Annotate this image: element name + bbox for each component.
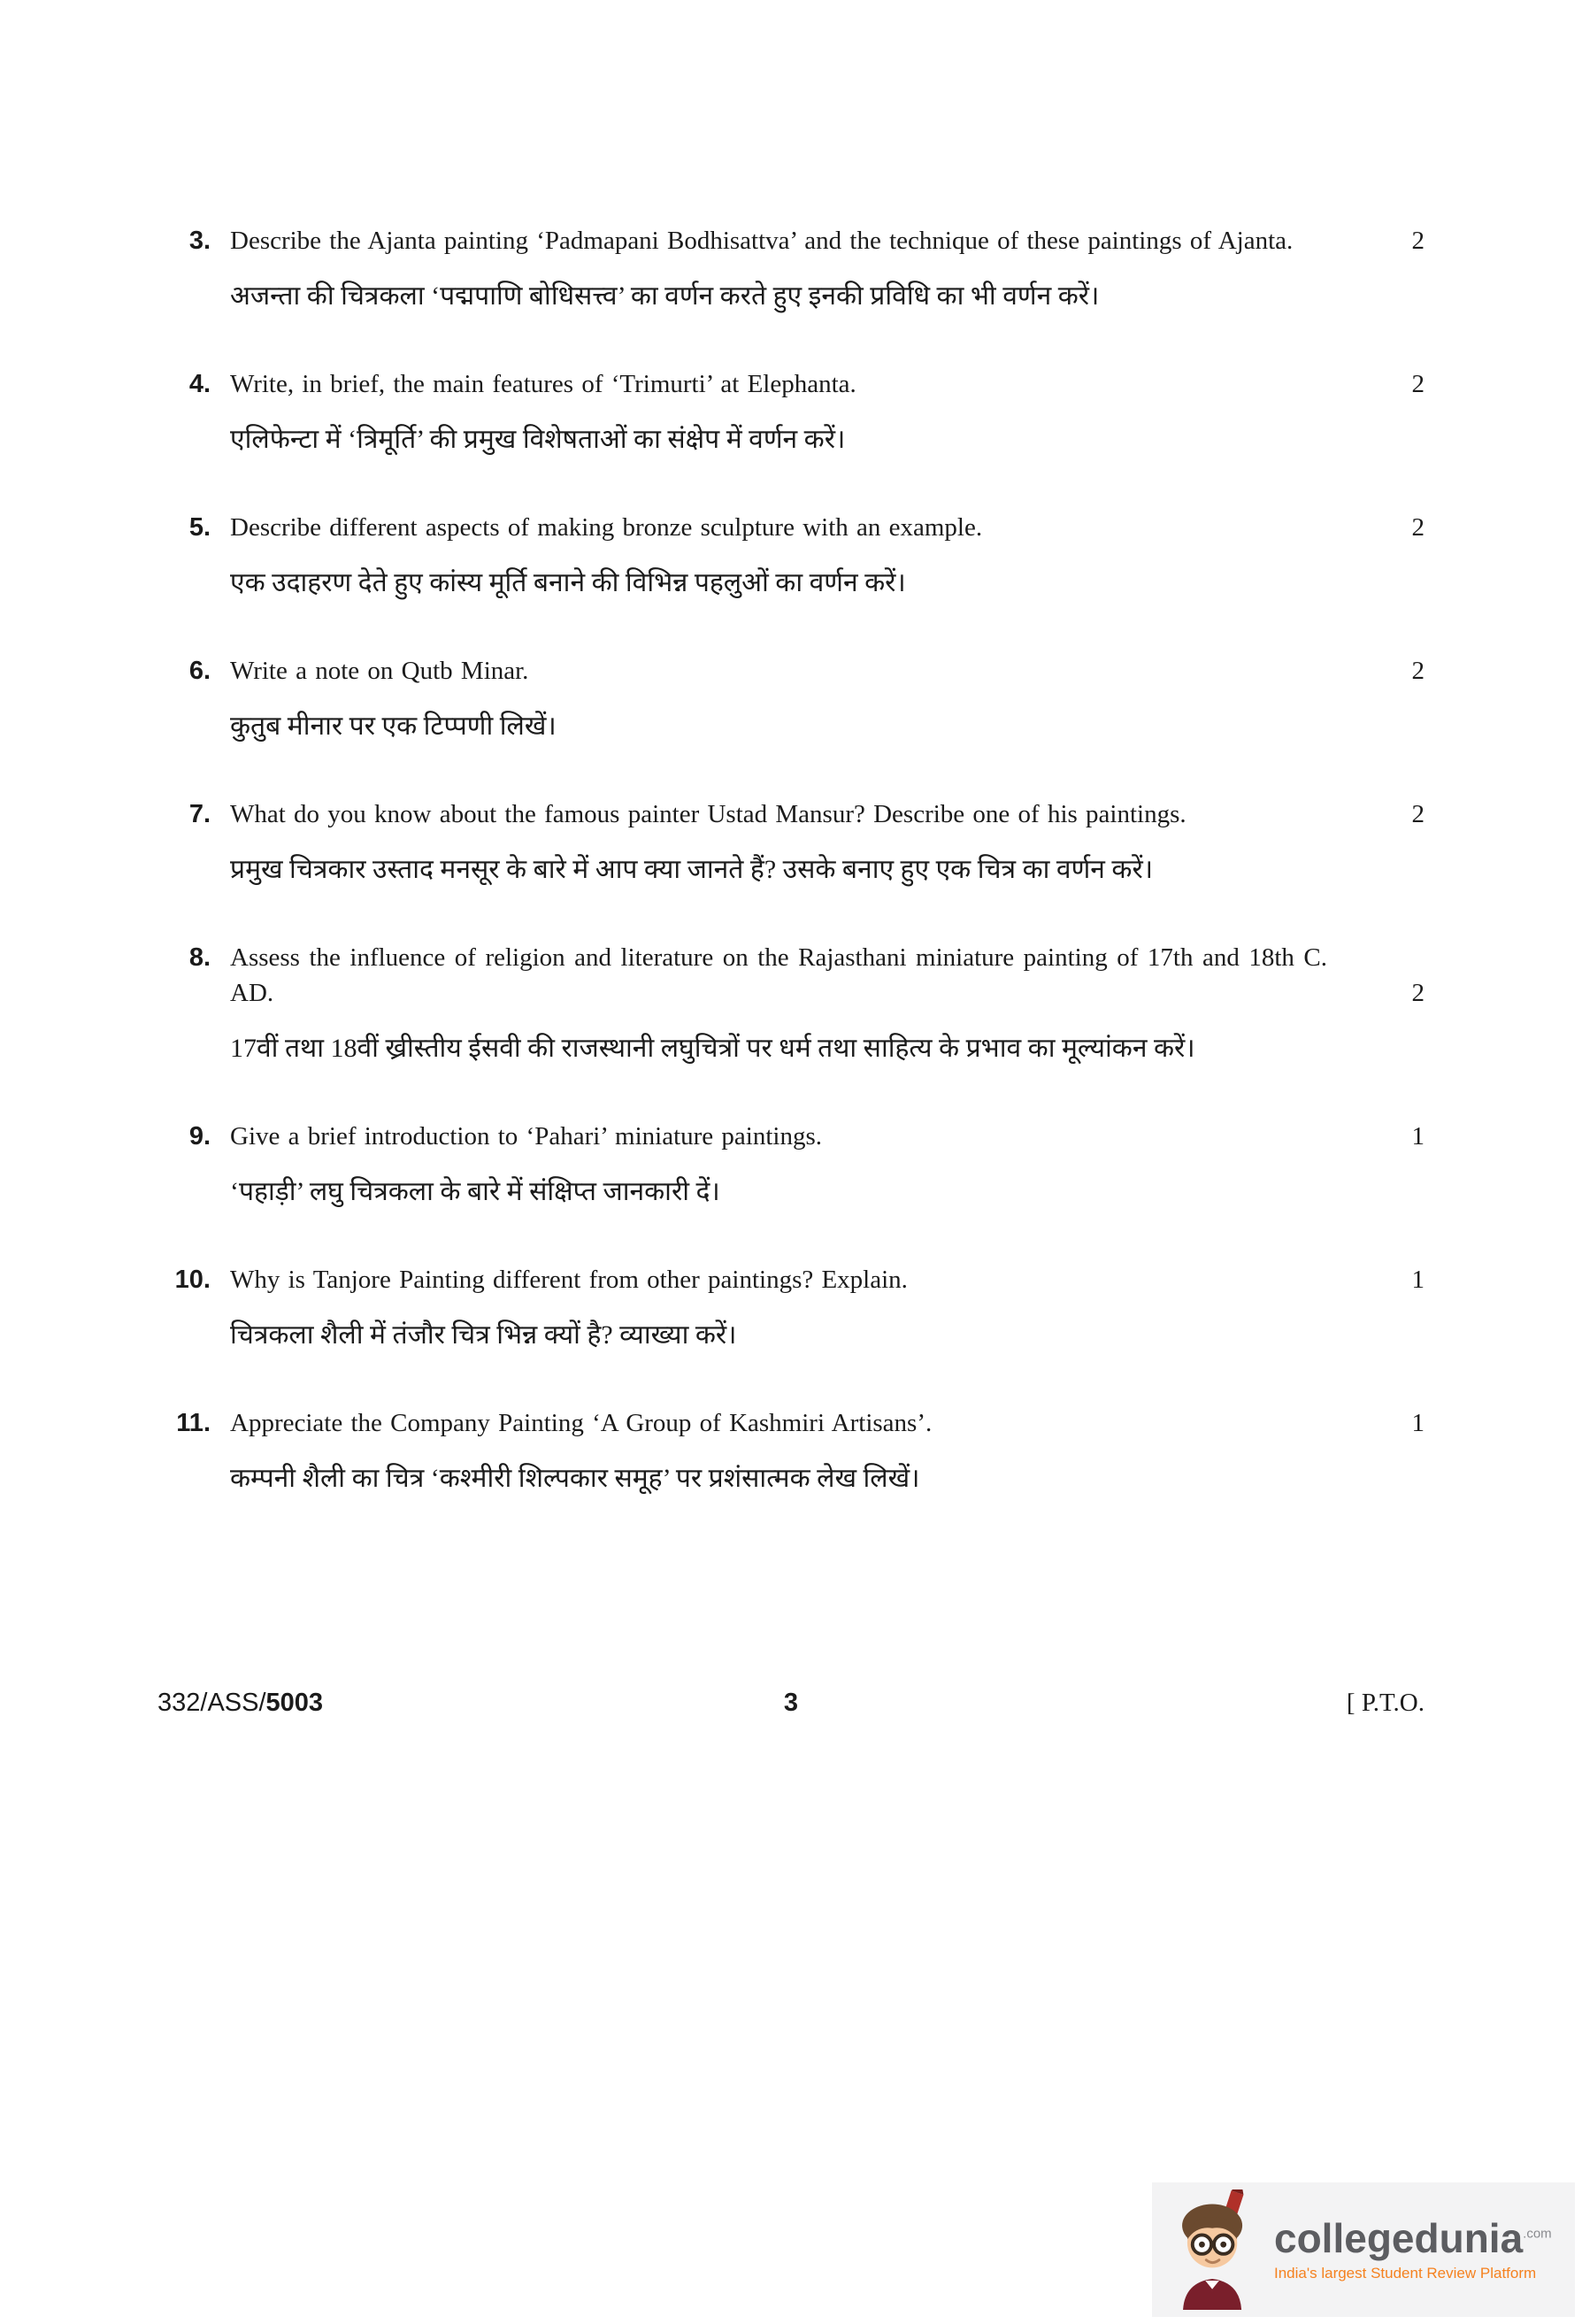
question-text-hindi: प्रमुख चित्रकार उस्ताद मनसूर के बारे में आप क्या जानते हैं? उसके बनाए हुए एक चित्र का वर्णन करें। — [230, 855, 1154, 884]
question-text-english: Appreciate the Company Painting ‘A Group of Kashmiri Artisans’. — [230, 1409, 933, 1437]
question-number: 10. — [174, 1266, 211, 1294]
logo-name-text: collegedunia — [1274, 2214, 1524, 2261]
question-marks: 2 — [1411, 657, 1425, 685]
question-body — [230, 1262, 1425, 1356]
question-text-english: Why is Tanjore Painting different from other paintings? Explain. — [230, 1266, 908, 1294]
question-item — [157, 1262, 1425, 1356]
logo-wordmark — [1274, 2214, 1552, 2261]
question-item — [157, 510, 1425, 604]
mascot-icon — [1166, 2189, 1263, 2310]
pto-label: [ P.T.O. — [1346, 1689, 1425, 1717]
logo-text-block — [1274, 2214, 1552, 2282]
page-number: 3 — [783, 1689, 799, 1717]
question-text-hindi: कम्पनी शैली का चित्र ‘कश्मीरी शिल्पकार समूह’ पर प्रशंसात्मक लेख लिखें। — [230, 1464, 920, 1493]
logo-domain-suffix: .com — [1523, 2226, 1552, 2242]
question-text-hindi: एक उदाहरण देते हुए कांस्य मूर्ति बनाने की विभिन्न पहलुओं का वर्णन करें। — [230, 568, 906, 597]
question-text-english: Assess the influence of religion and literature on the Rajasthani miniature painting of 17th and 18th C. AD. — [230, 943, 1327, 1007]
question-marks: 2 — [1411, 513, 1425, 542]
question-body — [230, 1119, 1425, 1212]
question-marks: 2 — [1411, 979, 1425, 1007]
question-text-english: Give a brief introduction to ‘Pahari’ miniature paintings. — [230, 1122, 823, 1150]
question-body — [230, 223, 1425, 317]
question-text-english: Describe the Ajanta painting ‘Padmapani Bodhisattva’ and the technique of these paintings of Ajanta. — [230, 227, 1294, 255]
question-item — [157, 940, 1425, 1069]
question-text-hindi: कुतुब मीनार पर एक टिप्पणी लिखें। — [230, 712, 557, 741]
question-text-english: Describe different aspects of making bronze sculpture with an example. — [230, 513, 983, 542]
question-body — [230, 940, 1425, 1069]
question-text-english: Write, in brief, the main features of ‘Trimurti’ at Elephanta. — [230, 370, 856, 398]
question-body — [230, 510, 1425, 604]
question-marks: 1 — [1411, 1266, 1425, 1294]
question-item — [157, 1119, 1425, 1212]
question-number: 5. — [188, 513, 211, 542]
question-marks: 2 — [1411, 227, 1425, 255]
question-item — [157, 223, 1425, 317]
questions-section — [157, 223, 1425, 1549]
question-number: 11. — [176, 1409, 211, 1437]
question-item — [157, 366, 1425, 460]
question-item — [157, 796, 1425, 890]
question-body — [230, 1405, 1425, 1499]
question-body — [230, 366, 1425, 460]
question-marks: 1 — [1411, 1122, 1425, 1150]
collegedunia-logo — [1152, 2182, 1575, 2317]
paper-code-prefix: 332/ASS/ — [157, 1689, 266, 1717]
logo-tagline: India's largest Student Review Platform — [1274, 2265, 1537, 2282]
page-footer — [157, 1689, 1425, 1728]
question-item — [157, 653, 1425, 747]
paper-code-number: 5003 — [265, 1689, 324, 1717]
question-marks: 2 — [1411, 370, 1425, 398]
question-text-english: What do you know about the famous painter Ustad Mansur? Describe one of his paintings. — [230, 800, 1186, 828]
question-marks: 1 — [1411, 1409, 1425, 1437]
question-number: 9. — [188, 1122, 211, 1150]
question-number: 4. — [188, 370, 211, 398]
question-text-english: Write a note on Qutb Minar. — [230, 657, 529, 685]
question-number: 8. — [188, 943, 211, 972]
question-item — [157, 1405, 1425, 1499]
question-text-hindi: 17वीं तथा 18वीं ख्रीस्तीय ईसवी की राजस्थानी लघुचित्रों पर धर्म तथा साहित्य के प्रभाव का मूल्यांकन करें। — [230, 1034, 1195, 1063]
questions-list — [157, 223, 1425, 1499]
question-text-hindi: अजन्ता की चित्रकला ‘पद्मपाणि बोधिसत्त्व’ का वर्णन करते हुए इनकी प्रविधि का भी वर्णन करें। — [230, 281, 1100, 311]
question-text-hindi: चित्रकला शैली में तंजौर चित्र भिन्न क्यों है? व्याख्या करें। — [230, 1320, 737, 1350]
question-number: 7. — [188, 800, 211, 828]
question-marks: 2 — [1411, 800, 1425, 828]
question-number: 3. — [188, 227, 211, 255]
question-body — [230, 796, 1425, 890]
question-text-hindi: ‘पहाड़ी’ लघु चित्रकला के बारे में संक्षिप्त जानकारी दें। — [230, 1177, 720, 1206]
question-number: 6. — [188, 657, 211, 685]
question-text-hindi: एलिफेन्टा में ‘त्रिमूर्ति’ की प्रमुख विशेषताओं का संक्षेप में वर्णन करें। — [230, 425, 846, 454]
question-body — [230, 653, 1425, 747]
